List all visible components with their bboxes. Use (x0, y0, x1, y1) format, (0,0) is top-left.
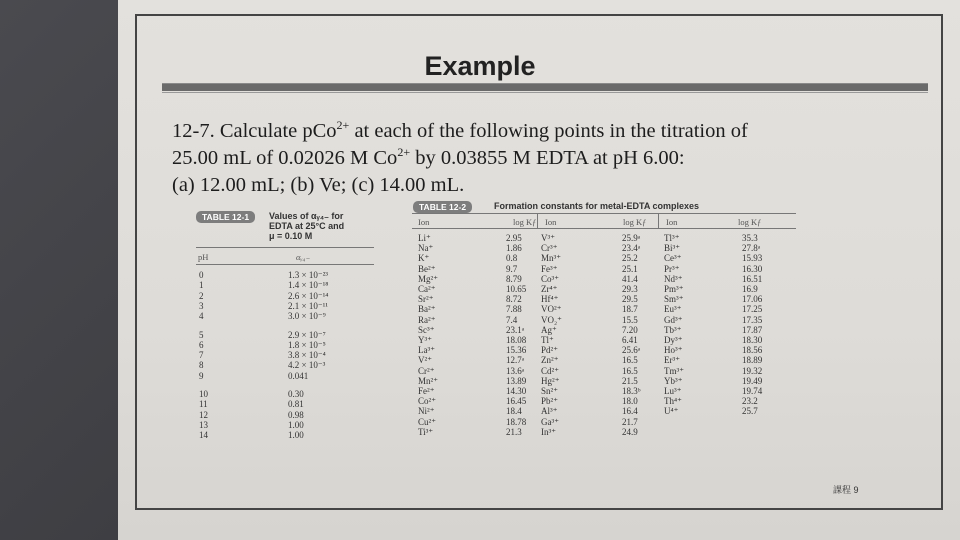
table2-ion-cell: Ti³⁺ (418, 426, 434, 437)
table1-ph-cell: 6 (199, 339, 204, 350)
table1-alpha-cell: 1.4 × 10⁻¹⁸ (288, 280, 329, 291)
table2-header-divider (537, 213, 538, 228)
table1-alpha-cell: 1.00 (288, 430, 304, 441)
table2-ion-cell: Be²⁺ (418, 263, 436, 274)
title-divider (162, 83, 928, 91)
table1-alpha-cell: 1.8 × 10⁻⁵ (288, 339, 326, 350)
table2-logk-cell: 18.0 (622, 396, 638, 407)
table2-caption: Formation constants for metal-EDTA complexes (494, 201, 700, 211)
table1-ph-cell: 10 (199, 389, 208, 399)
table1-header-ph: pH (198, 252, 209, 262)
table2-ion-cell: Cu²⁺ (418, 416, 436, 427)
table2-logk-cell: 6.41 (622, 335, 638, 345)
table1-header-bottom-rule (196, 264, 374, 265)
problem-text (172, 118, 892, 199)
table2-ion-cell: Y³⁺ (418, 335, 432, 345)
table1-alpha-cell: 2.6 × 10⁻¹⁴ (288, 290, 329, 301)
table2-logk-cell: 16.51 (742, 273, 763, 284)
table2-ion-cell: Nd³⁺ (664, 273, 683, 284)
table2-ion-cell: VO₂⁺ (541, 314, 562, 325)
table1-ph-cell: 14 (199, 430, 208, 441)
table2-logk-cell: 23.4ᵃ (622, 243, 641, 254)
table1-alpha-cell: 0.041 (288, 370, 309, 381)
table1-ph-cell: 5 (199, 329, 204, 340)
table2-ion-cell: Pm³⁺ (664, 284, 684, 294)
table2-ion-cell: Zr⁴⁺ (541, 284, 558, 294)
table2-ion-cell: Hf⁴⁺ (541, 294, 559, 305)
table2-logk-cell: 27.8ᵃ (742, 243, 761, 254)
table1-alpha-cell: 3.8 × 10⁻⁴ (288, 350, 326, 361)
table2-ion-cell: Bi³⁺ (664, 243, 680, 254)
table2-ion-cell: Ni²⁺ (418, 406, 435, 417)
table2-logk-cell: 21.5 (622, 375, 638, 386)
table2-logk-cell: 25.7 (742, 406, 758, 417)
table2-header-divider (658, 213, 659, 228)
slide-title: Example (424, 51, 536, 81)
table2-ion-cell: Zn²⁺ (541, 355, 559, 366)
table2-logk-cell: 15.5 (622, 314, 638, 325)
table2-logk-cell: 21.7 (622, 416, 638, 427)
table2-ion-cell: Mn²⁺ (418, 375, 438, 386)
table2-ion-cell: Er³⁺ (664, 355, 680, 366)
table1-alpha-cell: 0.30 (288, 389, 304, 399)
table2-ion-cell: VO²⁺ (541, 304, 562, 315)
table2-logk-cell: 29.5 (622, 294, 638, 305)
table1-alpha-cell: 2.1 × 10⁻¹¹ (288, 300, 328, 311)
table1-ph-cell: 11 (199, 399, 208, 410)
table2-logk-cell: 17.35 (742, 314, 763, 325)
table1-ph-cell: 12 (199, 409, 208, 420)
table2-logk-cell: 23.1ᵃ (506, 324, 525, 335)
table2-ion-cell: Ce³⁺ (664, 253, 682, 264)
table2-ion-cell: K⁺ (418, 253, 430, 264)
table2-logk-cell: 8.79 (506, 273, 522, 284)
table1-caption-line: Values of αᵧ₄₋ for (269, 211, 344, 221)
table2-ion-cell: Sm³⁺ (664, 294, 684, 305)
table1-label: TABLE 12-1 (196, 211, 255, 223)
table2-ion-cell: Ag⁺ (541, 324, 557, 335)
table2-logk-cell: 7.88 (506, 304, 522, 315)
table2-ion-cell: Ho³⁺ (664, 345, 683, 356)
table2-logk-cell: 18.4 (506, 406, 522, 417)
table2-ion-cell: Ca²⁺ (418, 284, 436, 294)
table2-ion-cell: Fe²⁺ (418, 386, 435, 396)
table2-logk-cell: 41.4 (622, 273, 638, 284)
table2-logk-cell: 18.30 (742, 335, 763, 345)
table2-ion-cell: V³⁺ (541, 233, 555, 243)
table2-ion-cell: Cr²⁺ (418, 365, 435, 376)
table2-label: TABLE 12-2 (413, 201, 472, 213)
table2-ion-cell: Tb³⁺ (664, 324, 682, 335)
table2-logk-cell: 13.6ᵃ (506, 365, 525, 376)
table2-logk-cell: 25.1 (622, 263, 638, 274)
table1-alpha-cell: 2.9 × 10⁻⁷ (288, 329, 326, 340)
table2-ion-cell: Th⁴⁺ (664, 396, 682, 407)
table2-header-logk-2: log Kƒ (623, 217, 647, 227)
table1-alpha-cell: 1.00 (288, 419, 304, 430)
table2-logk-cell: 12.7ᵃ (506, 355, 525, 366)
table2-ion-cell: V²⁺ (418, 355, 432, 366)
table2-ion-cell: Na⁺ (418, 243, 434, 254)
table2-logk-cell: 14.30 (506, 386, 527, 396)
table2-ion-cell: Mg²⁺ (418, 273, 438, 284)
table2-logk-cell: 18.3ᵇ (622, 386, 641, 396)
table2-logk-cell: 18.78 (506, 416, 527, 427)
table2-logk-cell: 16.30 (742, 263, 763, 274)
table2-logk-cell: 25.9ᵃ (622, 233, 641, 243)
table1-ph-cell: 4 (199, 311, 204, 322)
table2-logk-cell: 19.49 (742, 375, 763, 386)
table2-logk-cell: 18.56 (742, 345, 763, 356)
table2-ion-cell: Sr²⁺ (418, 294, 434, 305)
table1-alpha-cell: 1.3 × 10⁻²³ (288, 270, 328, 280)
table2-logk-cell: 0.8 (506, 253, 518, 264)
table2-ion-cell: Ga³⁺ (541, 416, 559, 427)
table2-logk-cell: 17.06 (742, 294, 763, 305)
table2-ion-cell: Fe³⁺ (541, 263, 558, 274)
table1-header-alpha: αᵧ₄₋ (296, 252, 310, 262)
table2-logk-cell: 2.95 (506, 233, 522, 243)
table2-ion-cell: Mn³⁺ (541, 253, 561, 264)
table1-ph-cell: 0 (199, 270, 204, 280)
table2-ion-cell: Tm³⁺ (664, 365, 684, 376)
table1-ph-cell: 1 (199, 280, 204, 291)
table2-ion-cell: Co²⁺ (418, 396, 436, 407)
table2-ion-cell: Co³⁺ (541, 273, 559, 284)
table2-header-ion-1: Ion (418, 217, 430, 227)
table2-logk-cell: 17.25 (742, 304, 763, 315)
table2-logk-cell: 16.45 (506, 396, 527, 407)
table2-logk-cell: 1.86 (506, 243, 522, 254)
table2-ion-cell: Eu³⁺ (664, 304, 682, 315)
table2-ion-cell: Dy³⁺ (664, 335, 683, 345)
table2-ion-cell: U⁴⁺ (664, 406, 679, 417)
table2-ion-cell: In³⁺ (541, 426, 556, 437)
table1-ph-cell: 9 (199, 370, 204, 381)
table2-ion-cell: Pb²⁺ (541, 396, 558, 407)
table1-header-top-rule (196, 247, 374, 248)
table2-logk-cell: 19.32 (742, 365, 763, 376)
table2-ion-cell: Tl³⁺ (664, 233, 680, 243)
table1-caption-line: μ = 0.10 M (269, 231, 313, 241)
table2-logk-cell: 16.5 (622, 355, 638, 366)
table1-alpha-cell: 3.0 × 10⁻⁹ (288, 311, 326, 322)
table2-header-ion-2: Ion (545, 217, 557, 227)
table2-logk-cell: 25.6ᵃ (622, 345, 641, 356)
table2-ion-cell: Ra²⁺ (418, 314, 436, 325)
table2-logk-cell: 17.87 (742, 324, 763, 335)
table2-logk-cell: 15.93 (742, 253, 763, 264)
table1-alpha-cell: 0.81 (288, 399, 304, 410)
table2-header-logk-1: log Kƒ (513, 217, 537, 227)
table2-ion-cell: Gd³⁺ (664, 314, 683, 325)
table2-ion-cell: Ba²⁺ (418, 304, 436, 315)
table2-logk-cell: 8.72 (506, 294, 522, 305)
table2-logk-cell: 24.9 (622, 426, 638, 437)
table2-ion-cell: Tl⁺ (541, 335, 554, 345)
table1-alpha-cell: 0.98 (288, 409, 304, 420)
table2-logk-cell: 19.74 (742, 386, 763, 396)
table2-header-ion-3: Ion (666, 217, 678, 227)
table1-caption-line: EDTA at 25°C and (269, 221, 345, 231)
table2-logk-cell: 10.65 (506, 284, 527, 294)
table2-ion-cell: Cr³⁺ (541, 243, 558, 254)
table2-logk-cell: 18.89 (742, 355, 763, 366)
table2-ion-cell: Lu³⁺ (664, 386, 682, 396)
table2-logk-cell: 25.2 (622, 253, 638, 264)
table2-logk-cell: 15.36 (506, 345, 527, 356)
table2-logk-cell: 18.7 (622, 304, 638, 315)
table2-logk-cell: 16.4 (622, 406, 638, 417)
table2-header-logk-3: log Kƒ (738, 217, 762, 227)
table1-ph-cell: 3 (199, 300, 204, 311)
table2-logk-cell: 16.5 (622, 365, 638, 376)
table2-logk-cell: 18.08 (506, 335, 527, 345)
table1-alpha-cell: 4.2 × 10⁻³ (288, 360, 326, 371)
table2-ion-cell: Yb³⁺ (664, 375, 683, 386)
table2-logk-cell: 9.7 (506, 263, 518, 274)
table2-logk-cell: 13.89 (506, 375, 527, 386)
table2-ion-cell: Pr³⁺ (664, 263, 680, 274)
table2-logk-cell: 7.4 (506, 314, 518, 325)
table2-header-bottom-rule (412, 228, 796, 229)
table2-ion-cell: La³⁺ (418, 345, 435, 356)
table2-ion-cell: Hg²⁺ (541, 375, 560, 386)
table2-logk-cell: 23.2 (742, 396, 758, 407)
table2-header-top-rule (412, 213, 796, 214)
table2-ion-cell: Sc³⁺ (418, 324, 435, 335)
table1-ph-cell: 7 (199, 350, 204, 361)
problem-line: (a) 12.00 mL; (b) Ve; (c) 14.00 mL. (172, 174, 465, 196)
table1-ph-cell: 2 (199, 290, 204, 301)
table1-ph-cell: 13 (199, 419, 208, 430)
table2-logk-cell: 29.3 (622, 284, 638, 294)
table2-logk-cell: 21.3 (506, 426, 522, 437)
problem-line: 12-7. Calculate pCo$^{2+}$ at each of the following points in the titration of (172, 118, 748, 142)
table2-ion-cell: Li⁺ (418, 233, 431, 243)
page-number: 課程 9 (833, 485, 859, 495)
table1-caption (269, 211, 344, 241)
table2-ion-cell: Al³⁺ (541, 406, 558, 417)
table2-logk-cell: 16.9 (742, 284, 758, 294)
table1-ph-cell: 8 (199, 360, 204, 371)
table2-ion-cell: Pd²⁺ (541, 345, 558, 356)
table2-ion-cell: Sn²⁺ (541, 386, 558, 396)
problem-line: 25.00 mL of 0.02026 M $Co^{2+}$ by 0.03855 M EDTA at pH 6.00: (172, 145, 685, 169)
table2-logk-cell: 35.3 (742, 233, 758, 243)
title-divider-thin (162, 92, 928, 93)
table2-ion-cell: Cd²⁺ (541, 365, 559, 376)
table2-logk-cell: 7.20 (622, 324, 638, 335)
